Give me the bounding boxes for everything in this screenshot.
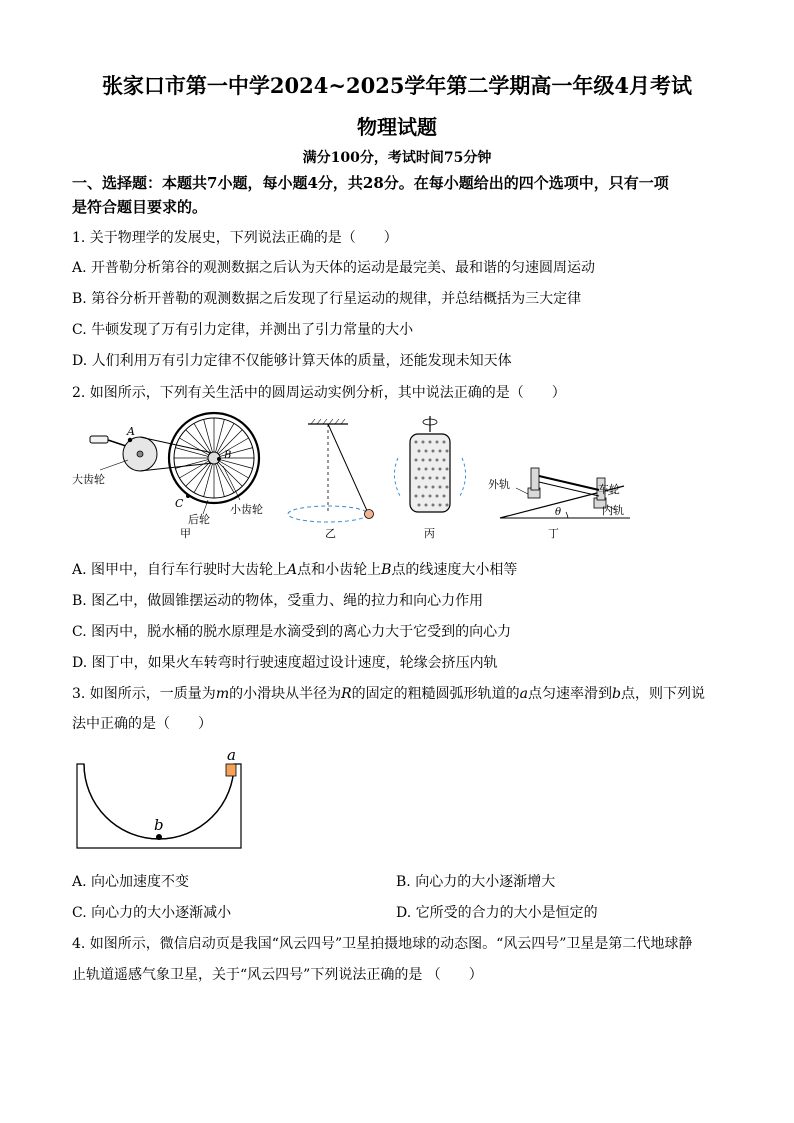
drum-hole <box>432 468 435 471</box>
q2-figure <box>68 410 638 545</box>
label-wheel: 车轮 <box>598 483 620 496</box>
section-heading-line2: 是符合题目要求的。 <box>72 198 208 216</box>
drum-hole <box>436 441 439 444</box>
drum-hole <box>446 468 449 471</box>
label-a: a <box>227 746 236 764</box>
q1-stem: 1. 关于物理学的发展史，下列说法正确的是（ ） <box>72 230 398 246</box>
drum-hole <box>443 495 446 498</box>
q3-track-figure <box>72 742 247 854</box>
drum-hole <box>436 459 439 462</box>
drum-hole <box>422 459 425 462</box>
drum-hole <box>422 441 425 444</box>
label-yi: 乙 <box>325 527 336 540</box>
label-rear-wheel: 后轮 <box>188 513 210 526</box>
drum-hole <box>439 468 442 471</box>
exam-title: 张家口市第一中学2024~2025学年第二学期高一年级4月考试 <box>101 73 693 98</box>
drum-hole <box>415 495 418 498</box>
drum-hole <box>418 450 421 453</box>
q2-option-a: A. 图甲中，自行车行驶时大齿轮上A点和小齿轮上B点的线速度大小相等 <box>72 562 518 578</box>
drum-hole <box>422 477 425 480</box>
q3-stem-line1: 3. 如图所示，一质量为m的小滑块从半径为R的固定的粗糙圆弧形轨道的a点匀速率滑到b点，则下列说 <box>72 686 705 702</box>
label-b: B <box>224 450 232 461</box>
drum-hole <box>425 504 428 507</box>
drum-hole <box>429 477 432 480</box>
drum-hole <box>422 495 425 498</box>
subject-title: 物理试题 <box>357 115 437 139</box>
bicycle-diagram <box>72 413 263 540</box>
wheel-spoke <box>186 430 210 454</box>
q4-stem-line1: 4. 如图所示，微信启动页是我国“风云四号”卫星拍摄地球的动态图。“风云四号”卫星是第二代地球静 <box>72 936 693 952</box>
drum-hole <box>432 486 435 489</box>
drum-hole <box>425 486 428 489</box>
drum-hole <box>415 441 418 444</box>
drum-hole <box>446 504 449 507</box>
q1-option-a: A. 开普勒分析第谷的观测数据之后认为天体的运动是最完美、最和谐的匀速圆周运动 <box>72 260 596 276</box>
drum-hole <box>418 468 421 471</box>
drum-hole <box>425 450 428 453</box>
conical-pendulum-diagram <box>288 419 374 540</box>
point-b-dot <box>156 834 162 840</box>
q3-option-b: B. 向心力的大小逐渐增大 <box>396 874 556 890</box>
label-jia: 甲 <box>180 527 191 540</box>
label-theta: θ <box>555 507 562 518</box>
drum-hole <box>429 459 432 462</box>
label-big-gear: 大齿轮 <box>72 473 105 486</box>
q3-option-d: D. 它所受的合力的大小是恒定的 <box>396 905 598 921</box>
q3-stem-line2: 法中正确的是（ ） <box>72 716 212 732</box>
drum-hole <box>443 441 446 444</box>
q2-stem: 2. 如图所示，下列有关生活中的圆周运动实例分析，其中说法正确的是（ ） <box>72 385 566 401</box>
label-inner-rail: 内轨 <box>602 504 624 517</box>
drum-hole <box>415 477 418 480</box>
dryer-drum-diagram <box>394 416 465 540</box>
label-ding: 丁 <box>548 527 559 540</box>
drum-hole <box>432 504 435 507</box>
drum-hole <box>439 450 442 453</box>
q2-option-d: D. 图丁中，如果火车转弯时行驶速度超过设计速度，轮缘会挤压内轨 <box>72 655 498 671</box>
drum-hole <box>446 486 449 489</box>
q1-option-b: B. 第谷分析开普勒的观测数据之后发现了行星运动的规律，并总结概括为三大定律 <box>72 291 582 307</box>
slider-block <box>226 764 236 776</box>
drum-hole <box>436 495 439 498</box>
drum-hole <box>425 468 428 471</box>
drum-hole <box>436 477 439 480</box>
drum-hole <box>443 459 446 462</box>
q1-option-d: D. 人们利用万有引力定律不仅能够计算天体的质量，还能发现未知天体 <box>72 353 512 369</box>
point-c-marker <box>186 494 190 498</box>
drum-hole <box>439 486 442 489</box>
label-outer-rail: 外轨 <box>488 478 510 491</box>
section-heading-line1: 一、选择题：本题共7小题，每小题4分，共28分。在每小题给出的四个选项中，只有一项 <box>72 174 669 192</box>
label-a: A <box>127 425 135 438</box>
point-b-marker <box>217 457 221 461</box>
drum-hole <box>446 450 449 453</box>
q4-stem-line2: 止轨道遥感气象卫星，关于“风云四号”下列说法正确的是 （ ） <box>72 967 483 983</box>
q1-option-c: C. 牛顿发现了万有引力定律，并测出了引力常量的大小 <box>72 322 414 338</box>
drum-hole <box>418 486 421 489</box>
drum-hole <box>443 477 446 480</box>
drum-hole <box>418 504 421 507</box>
point-a-marker <box>128 438 132 442</box>
label-b: b <box>154 816 164 834</box>
q2-option-b: B. 图乙中，做圆锥摆运动的物体，受重力、绳的拉力和向心力作用 <box>72 593 484 609</box>
pendulum-bob <box>365 510 374 519</box>
q2-option-c: C. 图丙中，脱水桶的脱水原理是水滴受到的离心力大于它受到的向心力 <box>72 624 512 640</box>
q3-option-c: C. 向心力的大小逐渐减小 <box>72 905 232 921</box>
label-c: C <box>175 497 184 510</box>
drum-hole <box>429 495 432 498</box>
exam-info: 满分100分，考试时间75分钟 <box>302 150 492 166</box>
drum-hole <box>429 441 432 444</box>
label-small-gear: 小齿轮 <box>230 503 263 516</box>
drum-hole <box>439 504 442 507</box>
wheel-spoke <box>218 462 242 486</box>
drum-hole <box>432 450 435 453</box>
drum-hole <box>415 459 418 462</box>
q3-option-a: A. 向心加速度不变 <box>72 874 190 890</box>
label-bing: 丙 <box>424 527 435 540</box>
banked-rail-diagram <box>488 468 630 540</box>
